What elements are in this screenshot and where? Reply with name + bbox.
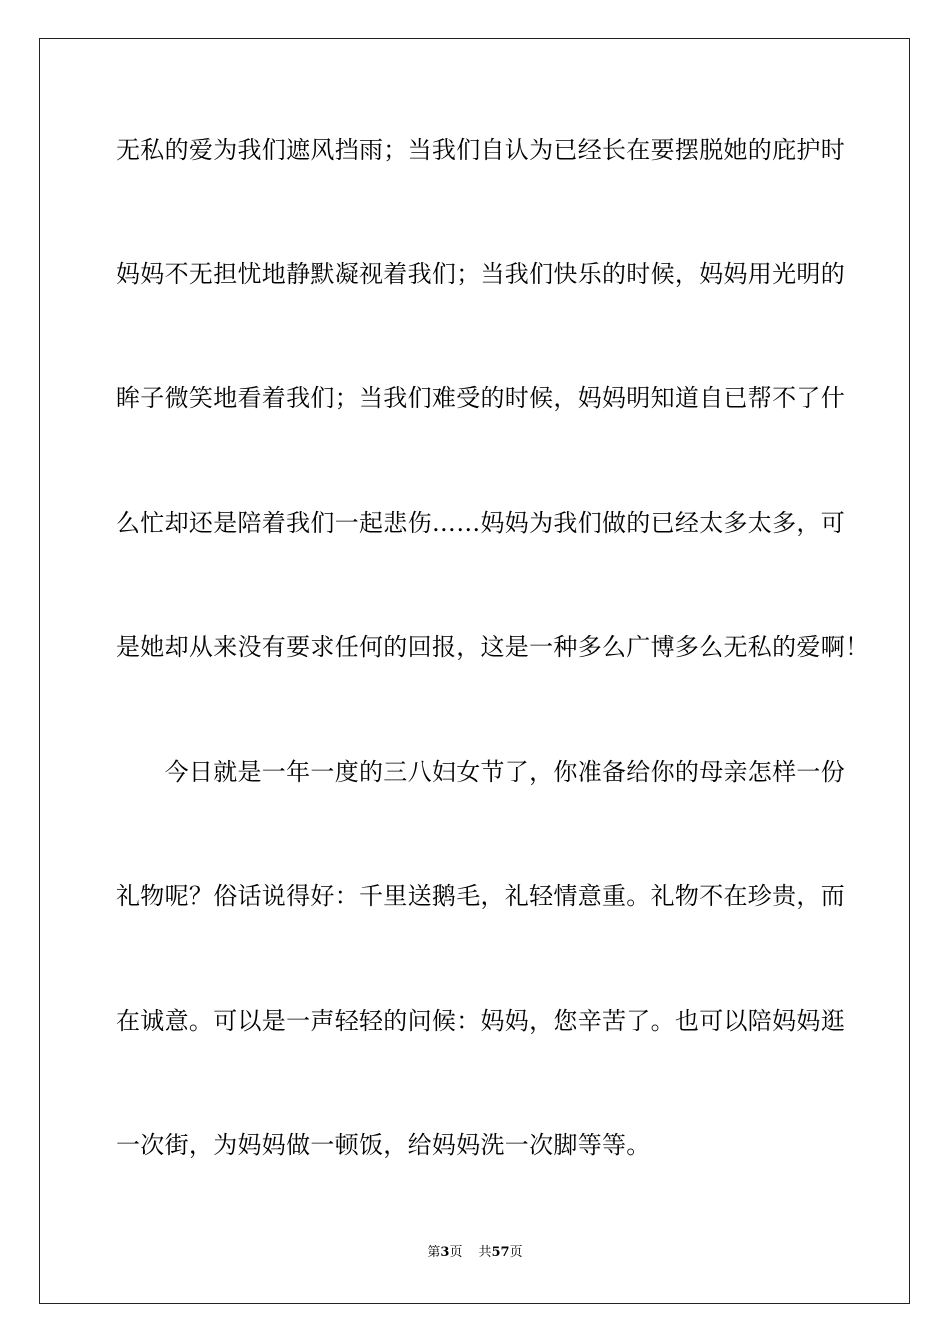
page-number-label: 第3页 [427,1245,463,1260]
body-text-line: 无私的爱为我们遮风挡雨；当我们自认为已经长在要摆脱她的庇护时 [116,136,845,164]
body-text-line: 今日就是一年一度的三八妇女节了，你准备给你的母亲怎样一份 [116,758,845,786]
total-pages-label: 共57页 [478,1245,523,1260]
page-footer [0,1244,950,1262]
body-text-line: 眸子微笑地看着我们；当我们难受的时候，妈妈明知道自已帮不了什 [116,384,845,412]
body-text-line: 么忙却还是陪着我们一起悲伤……妈妈为我们做的已经太多太多，可 [116,509,845,537]
page-border [39,38,910,1304]
body-text-line: 在诚意。可以是一声轻轻的问候：妈妈，您辛苦了。也可以陪妈妈逛 [116,1007,845,1035]
body-text-line: 是她却从来没有要求任何的回报，这是一种多么广博多么无私的爱啊！ [116,633,870,661]
body-text-line: 礼物呢？俗话说得好：千里送鹅毛，礼轻情意重。礼物不在珍贵，而 [116,882,845,910]
body-text-line: 妈妈不无担忧地静默凝视着我们；当我们快乐的时候，妈妈用光明的 [116,260,845,288]
body-text-line: 一次街，为妈妈做一顿饭，给妈妈洗一次脚等等。 [116,1131,651,1159]
